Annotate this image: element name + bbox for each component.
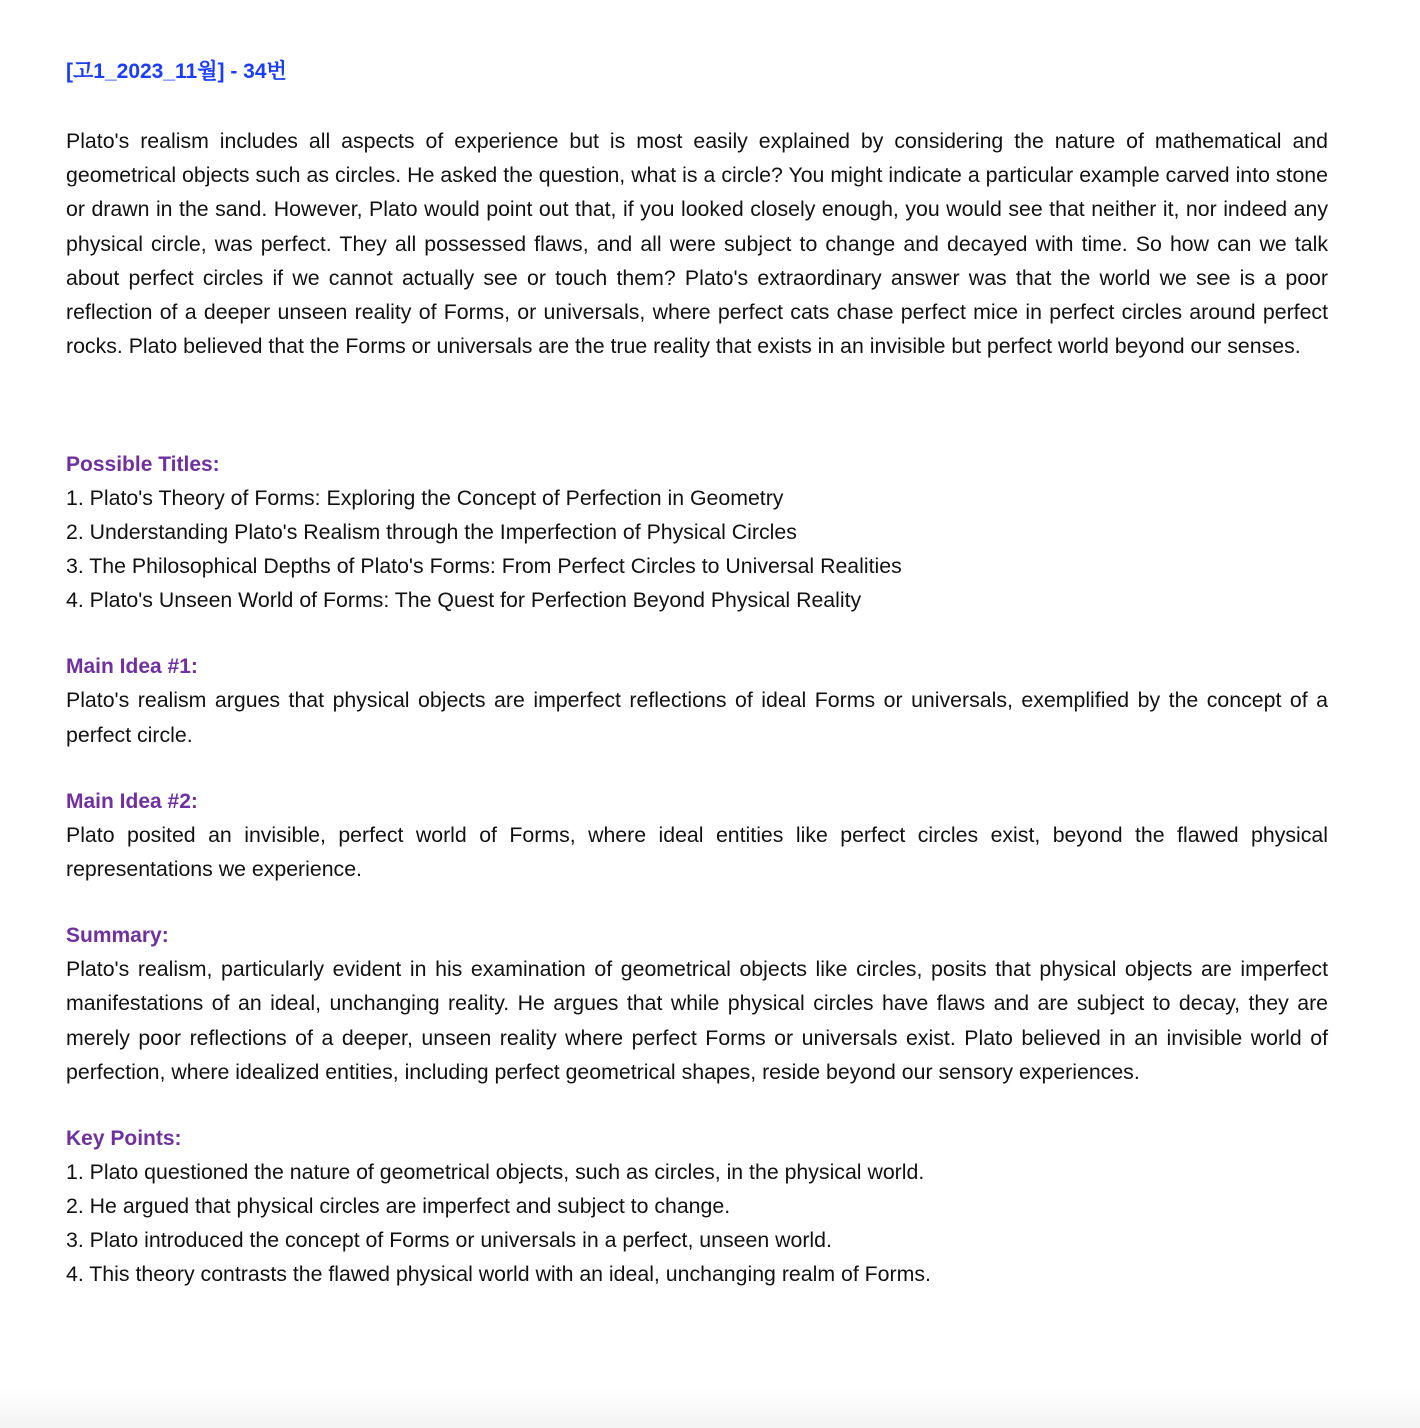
document bbox=[66, 56, 1328, 1291]
summary-label: Summary: bbox=[66, 924, 169, 948]
list-item: 3. The Philosophical Depths of Plato's Forms: From Perfect Circles to Universal Realities bbox=[66, 554, 902, 579]
titles-list bbox=[66, 481, 1328, 617]
key-points-label: Key Points: bbox=[66, 1127, 182, 1151]
main-idea-2-label: Main Idea #2: bbox=[66, 789, 198, 813]
list-item: 3. Plato introduced the concept of Forms or universals in a perfect, unseen world. bbox=[66, 1228, 832, 1253]
main-idea-1-label: Main Idea #1: bbox=[66, 655, 198, 679]
list-item: 1. Plato questioned the nature of geometrical objects, such as circles, in the physical world. bbox=[66, 1160, 925, 1185]
titles-label: Possible Titles: bbox=[66, 453, 220, 477]
list-item: 2. He argued that physical circles are imperfect and subject to change. bbox=[66, 1194, 731, 1219]
bottom-fade bbox=[0, 1388, 1420, 1428]
main-idea-1-text: Plato's realism argues that physical objects are imperfect reflections of ideal Forms or universals, exemplified by the concept of a perfect circle. bbox=[66, 688, 1328, 747]
list-item: 1. Plato's Theory of Forms: Exploring the Concept of Perfection in Geometry bbox=[66, 486, 784, 511]
summary-text: Plato's realism, particularly evident in his examination of geometrical objects like circles, posits that physical objects are imperfect manifestations of an ideal, unchanging reality. He argues that while physical circles have flaws and are subject to decay, they are merely poor reflections of a deeper, unseen reality where perfect Forms or universals exist. Plato believed in an invisible world of perfection, where idealized entities, including perfect geometrical shapes, reside beyond our sensory experiences. bbox=[66, 957, 1328, 1084]
list-item: 4. This theory contrasts the flawed physical world with an ideal, unchanging realm of Forms. bbox=[66, 1262, 931, 1287]
list-item: 2. Understanding Plato's Realism through the Imperfection of Physical Circles bbox=[66, 520, 797, 545]
question-id: [고1_2023_11월] - 34번 bbox=[66, 60, 287, 83]
passage: Plato's realism includes all aspects of experience but is most easily explained by considering the nature of mathematical and geometrical objects such as circles. He asked the question, what is a circle? You might indicate a particular example carved into stone or drawn in the sand. However, Plato would point out that, if you looked closely enough, you would see that neither it, nor indeed any physical circle, was perfect. They all possessed flaws, and all were subject to change and decayed with time. So how can we talk about perfect circles if we cannot actually see or touch them? Plato's extraordinary answer was that the world we see is a poor reflection of a deeper unseen reality of Forms, or universals, where perfect cats chase perfect mice in perfect circles around perfect rocks. Plato believed that the Forms or universals are the true reality that exists in an invisible but perfect world beyond our senses. bbox=[66, 129, 1328, 359]
key-points-list bbox=[66, 1155, 1328, 1291]
main-idea-2-text: Plato posited an invisible, perfect world of Forms, where ideal entities like perfect circles exist, beyond the flawed physical representations we experience. bbox=[66, 822, 1328, 882]
list-item: 4. Plato's Unseen World of Forms: The Quest for Perfection Beyond Physical Reality bbox=[66, 588, 862, 613]
